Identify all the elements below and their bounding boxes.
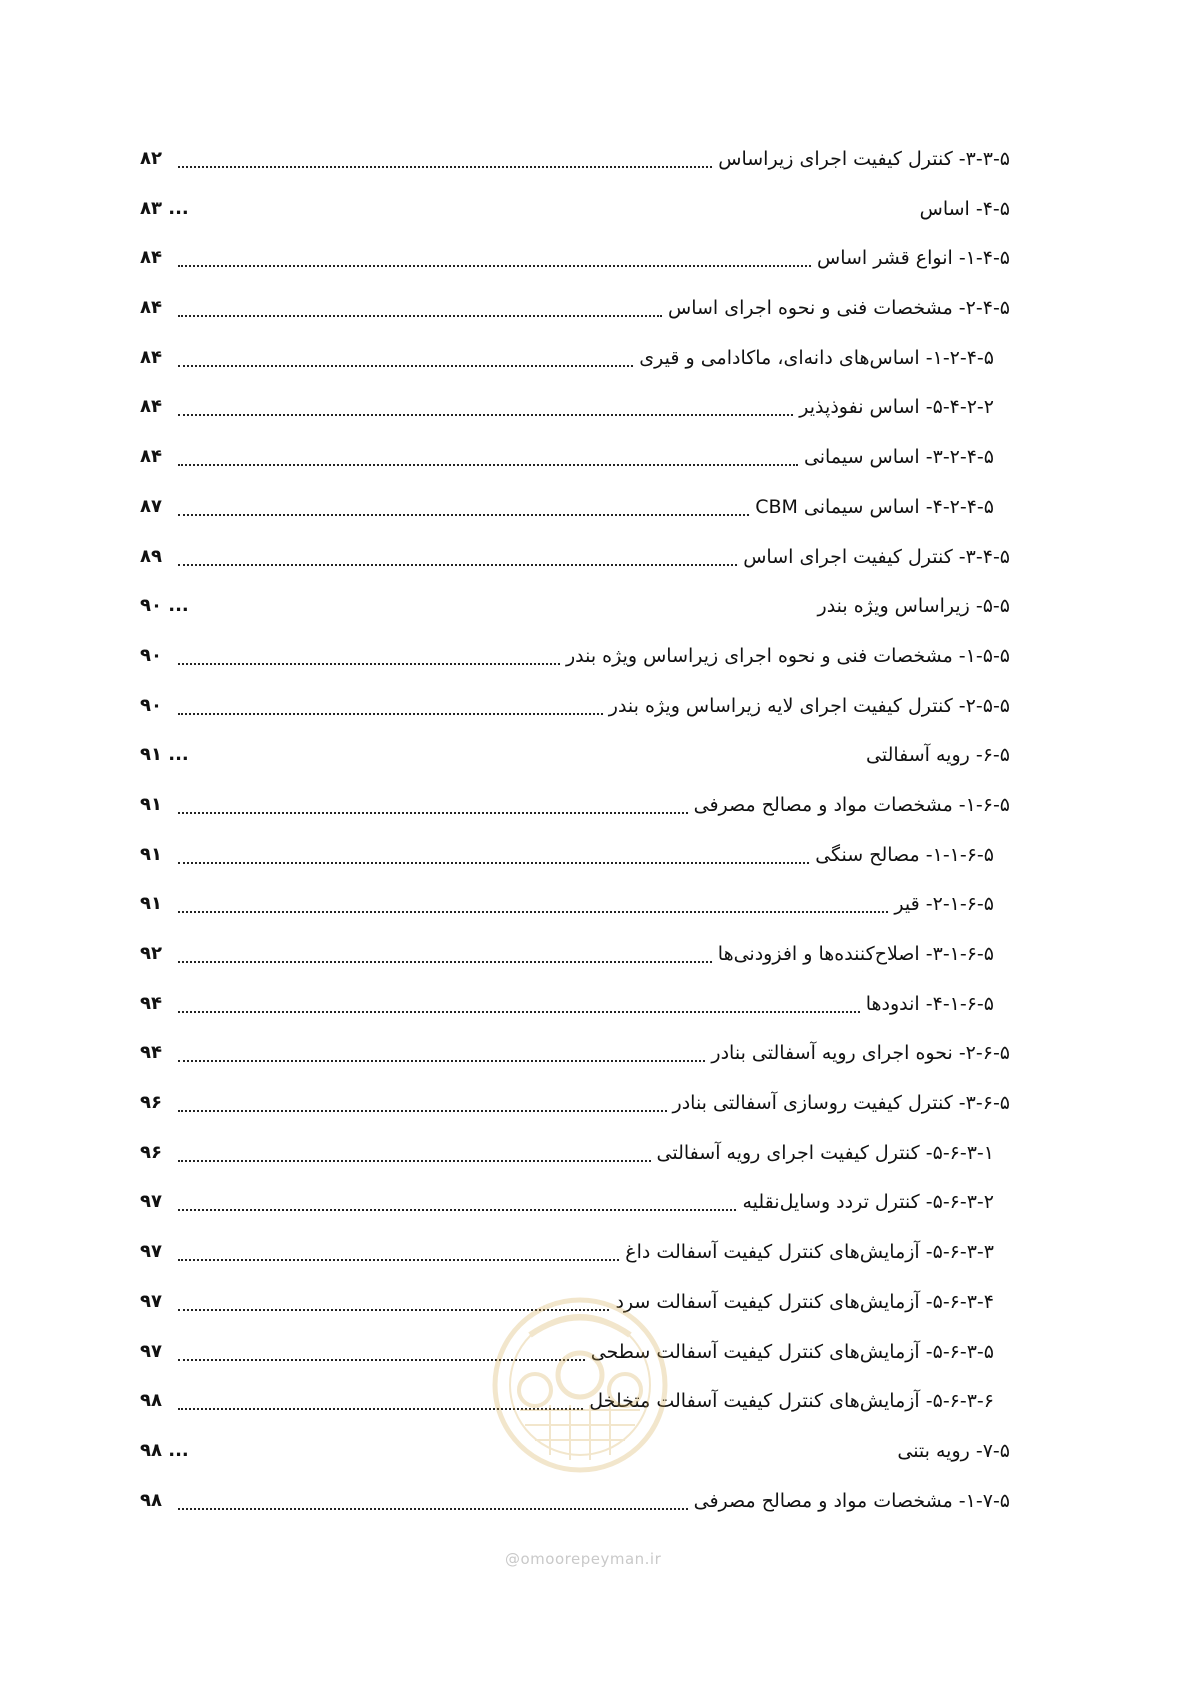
toc-dot-leader <box>178 812 688 814</box>
toc-entry-page-number: ۸۴ <box>140 446 162 468</box>
toc-entry[interactable] <box>140 140 1010 190</box>
toc-entry-title: ۳-۲-۴-۵- اساس سیمانی <box>803 446 994 469</box>
toc-dot-leader <box>178 1110 667 1112</box>
toc-entry[interactable] <box>140 1432 1010 1482</box>
toc-entry-title: ۷-۵- رویه بتنی <box>897 1439 1010 1462</box>
toc-entry-page-number: ۸۳ ... <box>140 197 189 219</box>
toc-entry[interactable] <box>140 190 1010 240</box>
toc-entry-page-number: ۹۴ <box>140 1042 162 1064</box>
toc-entry[interactable] <box>140 687 1010 737</box>
toc-dot-leader <box>178 1259 619 1261</box>
toc-entry-page-number: ۹۲ <box>140 943 162 964</box>
toc-entry[interactable] <box>140 1333 1010 1383</box>
toc-entry-title: ۵-۶-۳-۱- کنترل کیفیت اجرای رویه آسفالتی <box>656 1141 994 1164</box>
toc-entry[interactable] <box>140 1183 1010 1233</box>
toc-entry-title: ۱-۵-۵- مشخصات فنی و نحوه اجرای زیراساس ویژه بندر <box>565 644 1010 667</box>
toc-dot-leader <box>178 315 662 317</box>
toc-entry[interactable] <box>140 935 1010 985</box>
watermark-text: @omoorepeyman.ir <box>505 1550 662 1568</box>
toc-entry[interactable] <box>140 388 1010 438</box>
toc-dot-leader <box>178 514 749 516</box>
toc-entry[interactable] <box>140 488 1010 538</box>
toc-dot-leader <box>178 365 633 367</box>
toc-entry-title: ۴-۵- اساس <box>919 197 1010 220</box>
toc-dot-leader <box>178 1508 688 1510</box>
toc-entry[interactable] <box>140 736 1010 786</box>
toc-entry-page-number: ۹۰ <box>140 694 162 716</box>
toc-entry[interactable] <box>140 1084 1010 1134</box>
toc-entry-page-number: ۹۱ <box>140 893 162 915</box>
toc-dot-leader <box>178 1011 860 1013</box>
toc-entry-title: ۳-۴-۵- کنترل کیفیت اجرای اساس <box>743 545 1010 568</box>
toc-entry-title: ۳-۱-۶-۵- اصلاح‌کننده‌ها و افزودنی‌ها <box>717 943 994 965</box>
toc-entry-title: ۲-۴-۵- مشخصات فنی و نحوه اجرای اساس <box>668 297 1010 320</box>
toc-entry-page-number: ۹۰ ... <box>140 595 189 617</box>
toc-entry-page-number: ۸۴ <box>140 396 162 418</box>
toc-entry-title: ۱-۲-۴-۵- اساس‌های دانه‌ای، ماکادامی و قیری <box>639 346 994 369</box>
toc-entry-title: ۴-۲-۴-۵- اساس سیمانی CBM <box>755 495 994 518</box>
toc-entry-page-number: ۸۹ <box>140 545 162 567</box>
toc-dot-leader <box>178 166 712 168</box>
toc-entry[interactable] <box>140 836 1010 886</box>
toc-dot-leader <box>178 862 809 864</box>
toc-entry-title: ۵-۶-۳-۶- آزمایش‌های کنترل کیفیت آسفالت متخلخل <box>589 1390 994 1413</box>
toc-entry-title: ۵-۶-۳-۵- آزمایش‌های کنترل کیفیت آسفالت سطحی <box>590 1340 994 1363</box>
toc-entry[interactable] <box>140 1482 1010 1532</box>
toc-entry-page-number: ۹۶ <box>140 1092 162 1114</box>
toc-entry[interactable] <box>140 1233 1010 1283</box>
toc-entry[interactable] <box>140 1283 1010 1333</box>
toc-entry[interactable] <box>140 339 1010 389</box>
toc-entry-page-number: ۹۸ ... <box>140 1439 189 1461</box>
toc-entry-page-number: ۸۴ <box>140 247 162 269</box>
toc-dot-leader <box>178 1160 651 1162</box>
toc-entry-title: ۲-۱-۶-۵- قیر <box>894 893 994 916</box>
toc-entry-title: ۲-۵-۵- کنترل کیفیت اجرای لایه زیراساس ویژه بندر <box>608 694 1010 717</box>
toc-entry-page-number: ۹۸ <box>140 1390 162 1412</box>
toc-entry-title: ۱-۶-۵- مشخصات مواد و مصالح مصرفی <box>693 793 1010 816</box>
toc-entry-page-number: ۹۷ <box>140 1241 162 1263</box>
toc-dot-leader <box>178 265 811 267</box>
toc-entry-page-number: ۹۷ <box>140 1340 162 1362</box>
toc-entry-title: ۵-۶-۳-۴- آزمایش‌های کنترل کیفیت آسفالت سرد <box>615 1290 994 1313</box>
toc-entry-title: ۱-۱-۶-۵- مصالح سنگی <box>815 843 994 866</box>
toc-dot-leader <box>178 564 737 566</box>
toc-dot-leader <box>178 464 798 466</box>
toc-entry-page-number: ۹۱ ... <box>140 744 189 766</box>
toc-entry-title: ۲-۶-۵- نحوه اجرای رویه آسفالتی بنادر <box>711 1042 1010 1065</box>
toc-entry-title: ۴-۱-۶-۵- اندودها <box>865 992 994 1015</box>
toc-dot-leader <box>178 1209 736 1211</box>
toc-dot-leader <box>178 911 888 913</box>
toc-entry-title: ۱-۷-۵- مشخصات مواد و مصالح مصرفی <box>693 1489 1010 1512</box>
toc-entry[interactable] <box>140 1134 1010 1184</box>
toc-entry[interactable] <box>140 289 1010 339</box>
toc-entry-title: ۵-۵- زیراساس ویژه بندر <box>817 595 1010 618</box>
toc-entry[interactable] <box>140 438 1010 488</box>
toc-dot-leader <box>178 1359 585 1361</box>
toc-entry-title: ۱-۴-۵- انواع قشر اساس <box>817 247 1010 270</box>
toc-entry-page-number: ۹۱ <box>140 793 162 815</box>
toc-dot-leader <box>178 961 712 963</box>
toc-entry-page-number: ۸۴ <box>140 297 162 319</box>
toc-entry[interactable] <box>140 538 1010 588</box>
toc-entry-page-number: ۸۲ <box>140 148 162 169</box>
toc-entry-page-number: ۹۶ <box>140 1141 162 1163</box>
toc-short-leader: ... <box>161 1439 189 1461</box>
toc-entry[interactable] <box>140 985 1010 1035</box>
toc-entry-page-number: ۸۷ <box>140 495 162 517</box>
toc-entry[interactable] <box>140 1034 1010 1084</box>
toc-entry-title: ۵-۶-۳-۳- آزمایش‌های کنترل کیفیت آسفالت داغ <box>625 1241 994 1264</box>
toc-dot-leader <box>178 663 560 665</box>
table-of-contents <box>140 140 1010 1531</box>
toc-dot-leader <box>178 1408 583 1410</box>
toc-entry-title: ۵-۴-۲-۲- اساس نفوذپذیر <box>799 396 994 419</box>
toc-short-leader: ... <box>161 197 189 219</box>
toc-short-leader: ... <box>161 744 189 766</box>
toc-dot-leader <box>178 713 603 715</box>
toc-entry[interactable] <box>140 885 1010 935</box>
toc-entry[interactable] <box>140 239 1010 289</box>
toc-dot-leader <box>178 414 793 416</box>
toc-entry-page-number: ۹۷ <box>140 1191 162 1213</box>
toc-entry[interactable] <box>140 1382 1010 1432</box>
toc-entry-title: ۶-۵- رویه آسفالتی <box>866 744 1010 767</box>
toc-entry[interactable] <box>140 786 1010 836</box>
toc-entry-page-number: ۹۷ <box>140 1290 162 1312</box>
toc-entry-title: ۳-۶-۵- کنترل کیفیت روسازی آسفالتی بنادر <box>672 1092 1010 1115</box>
toc-dot-leader <box>178 1309 609 1311</box>
toc-entry-page-number: ۹۸ <box>140 1489 162 1511</box>
toc-entry-page-number: ۹۰ <box>140 644 162 666</box>
toc-entry-page-number: ۸۴ <box>140 346 162 368</box>
toc-dot-leader <box>178 1060 705 1062</box>
toc-entry-title: ۳-۳-۵- کنترل کیفیت اجرای زیراساس <box>718 148 1010 170</box>
toc-entry-page-number: ۹۱ <box>140 843 162 865</box>
toc-short-leader: ... <box>161 595 189 617</box>
toc-entry[interactable] <box>140 587 1010 637</box>
toc-entry-title: ۵-۶-۳-۲- کنترل تردد وسایل‌نقلیه <box>742 1191 994 1214</box>
toc-entry[interactable] <box>140 637 1010 687</box>
toc-entry-page-number: ۹۴ <box>140 992 162 1014</box>
